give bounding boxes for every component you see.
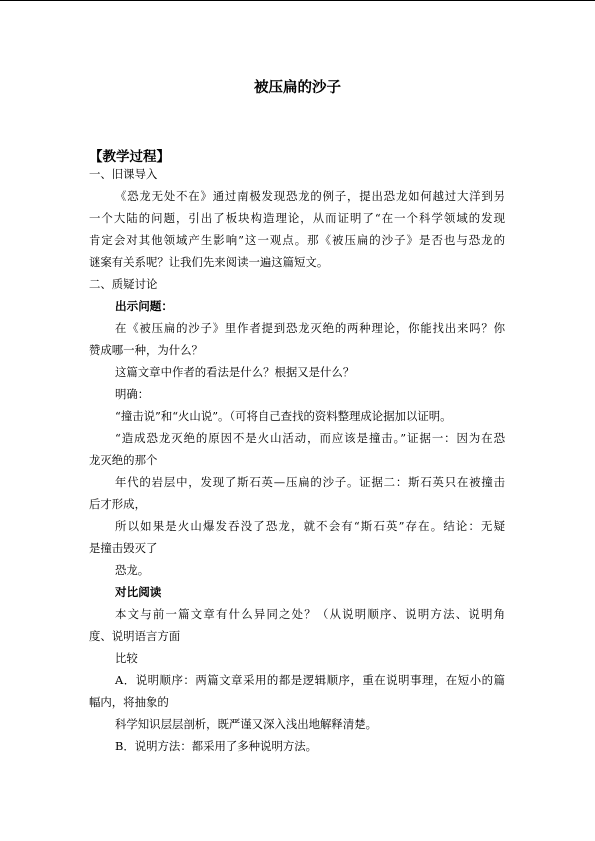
text-line: 所以如果是火山爆发吞没了恐龙，就不会有“斯石英”存在。结论：无疑 bbox=[115, 519, 505, 533]
subheading: 出示问题： bbox=[115, 299, 173, 313]
text-line: 龙灭绝的那个 bbox=[89, 453, 158, 467]
text-line: A．说明顺序：两篇文章采用的都是逻辑顺序，重在说明事理，在短小的篇 bbox=[115, 673, 505, 687]
text-line: 比较 bbox=[115, 651, 138, 665]
subheading: 对比阅读 bbox=[115, 585, 162, 599]
text-line: 年代的岩层中，发现了斯石英—压扁的沙子。证据二：斯石英只在被撞击 bbox=[115, 475, 505, 489]
text-line: 一个大陆的问题，引出了板块构造理论，从而证明了“在一个科学领域的发现 bbox=[89, 211, 505, 225]
text-line: 恐龙。 bbox=[115, 563, 150, 577]
text-line: 幅内，将抽象的 bbox=[89, 695, 169, 709]
text-line: 一、旧课导入 bbox=[89, 167, 158, 181]
text-line: 是撞击毁灭了 bbox=[89, 541, 158, 555]
page-title: 被压扁的沙子 bbox=[254, 80, 341, 96]
text-line: 后才形成， bbox=[89, 497, 146, 511]
text-line: 肯定会对其他领域产生影响”这一观点。那《被压扁的沙子》是否也与恐龙的 bbox=[89, 233, 505, 247]
text-line: 在《被压扁的沙子》里作者提到恐龙灭绝的两种理论，你能找出来吗？你 bbox=[115, 321, 505, 335]
text-line: 二、质疑讨论 bbox=[89, 277, 158, 291]
section-heading: 【教学过程】 bbox=[89, 149, 170, 165]
text-line: 科学知识层层剖析，既严谨又深入浅出地解释清楚。 bbox=[115, 717, 377, 731]
text-line: 谜案有关系呢？让我们先来阅读一遍这篇短文。 bbox=[89, 255, 329, 269]
text-line: “造成恐龙灭绝的原因不是火山活动，而应该是撞击。”证据一：因为在恐 bbox=[115, 431, 505, 445]
text-line: 本文与前一篇文章有什么异同之处？（从说明顺序、说明方法、说明角 bbox=[115, 607, 505, 621]
text-line: 《恐龙无处不在》通过南极发现恐龙的例子，提出恐龙如何越过大洋到另 bbox=[115, 189, 505, 203]
text-line: 这篇文章中作者的看法是什么？根据又是什么？ bbox=[115, 365, 355, 379]
text-line: “撞击说”和“火山说”。（可将自己查找的资料整理成论据加以证明。 bbox=[115, 409, 452, 423]
text-line: B．说明方法：都采用了多种说明方法。 bbox=[115, 739, 318, 753]
top-rule bbox=[0, 0, 595, 1]
text-line: 明确： bbox=[115, 387, 150, 401]
text-line: 赞成哪一种，为什么？ bbox=[89, 343, 203, 357]
text-line: 度、说明语言方面 bbox=[89, 629, 181, 643]
